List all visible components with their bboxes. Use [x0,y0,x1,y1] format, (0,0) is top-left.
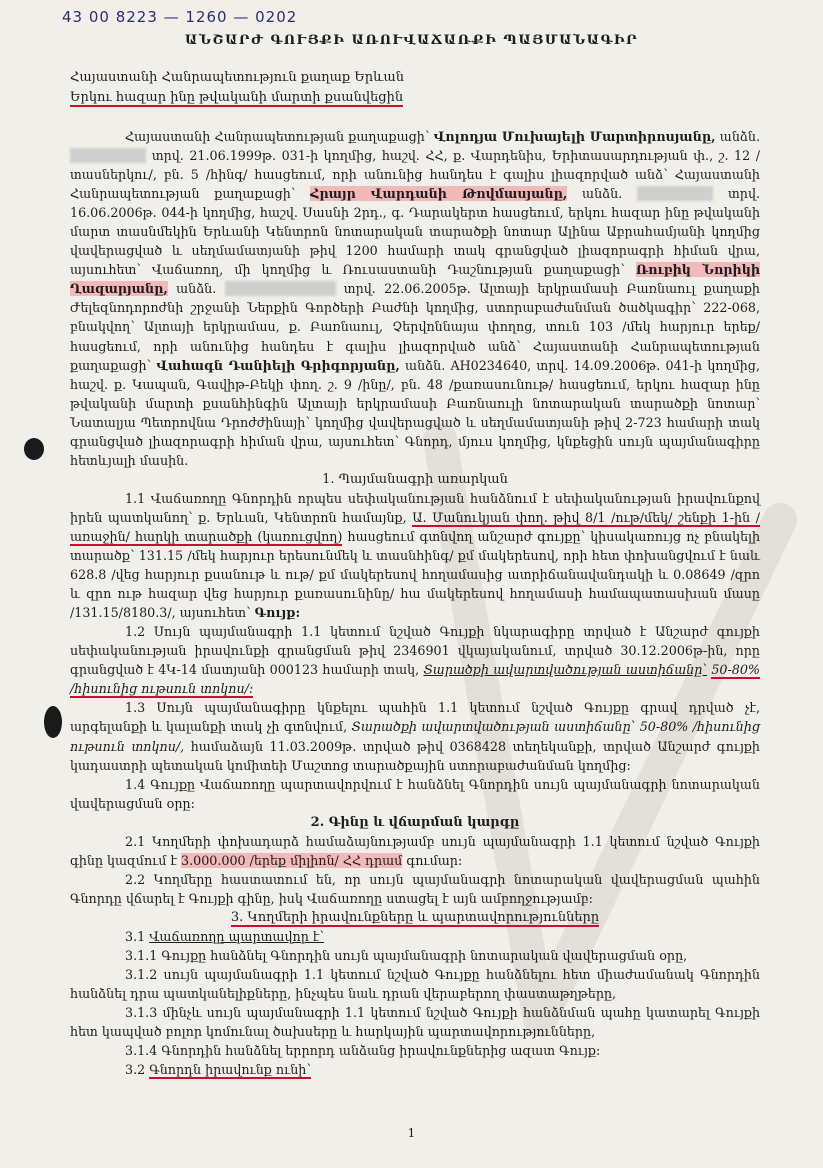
place-and-date [70,68,404,108]
clause-3-1-4: 3.1.4 Գնորդին հանձնել երրորդ անձանց իրավունքներից ազատ Գույք: [125,1043,601,1059]
redacted-passport [70,148,146,163]
clause-3-1: 3.1 Վաճառողը պարտավոր է՝ [125,928,324,944]
clause-2-2: 2.2 Կողմերը հաստատում են, որ սույն պայմանագրի նոտարական վավերացման պահին Գնորդը վճարել է Գույքի գինը, իսկ Վաճառողը ստացել է այն ամբողջությամբ: [70,871,760,906]
clause-1-1: 1.1 Վաճառողը Գնորդին որպես սեփականության հանձնում է սեփականության իրավունքով իրեն պատկանող՝ ք. Երևան, Կենտրոն համայնք, Ա. Մանուկյան փող. թիվ 8/1 /ութ/մեկ/ շենքի 1-ին /առաջին/ հարկի տարածքի (կառուցվող) հասցեում գտնվող անշարժ գույքը՝ կիսակառույց ոչ բնակելի տարածք՝ 131.15 /մեկ հարյուր երեսունմեկ և տասնհինգ/ քմ մակերեսով, որի հետ փոխանցվում է նաև 628.8 /վեց հարյուր քսանութ և ութ/ քմ մակերեսով հողամասից ատրիճանավանդակի և 0.08649 /զրո և զրո ութ հազար վեց հարյուր քառասունինը/ հա մակերեսով հողամասի համապատասխան մասը /131.15/8180.3/, այսուհետ՝ Գույք: [70,490,760,621]
buyer-agent-name: Վահագն Դանիելի Գրիգորյանը, [156,357,400,373]
completion-degree: 50-80% /հիսունից ութսուն տոկոս/: [70,662,760,697]
price-amount: 3.000.000 /երեք միլիոն/ ՀՀ դրամ [181,852,403,868]
clause-1-3: 1.3 Սույն պայմանագիրը կնքելու պահին 1.1 կետում նշված Գույքը գրավ դրված չէ, արգելանքի և կալանքի տակ չի գտնվում, Տարածքի ավարտվածության աստիճանը՝ 50-80% /հիսունից ութսուն տոկոս/, համաձայն 11.03.2009թ. տրված թիվ 0368428 տեղեկանքի, տրված Անշարժ գույքի կադաստրի պետական կոմիտեի Մաշտոց տարածքային ստորաբաժանման կողմից: [70,700,760,773]
ink-blot [44,706,62,738]
document-title: ԱՆՇԱՐԺ ԳՈՒՅՔԻ ԱՌՈՒՎԱՃԱՌՔԻ ՊԱՅՄԱՆԱԳԻՐ [184,33,639,48]
handwritten-note: 43 00 8223 — 1260 — 0202 [62,8,298,26]
clause-3-1-2: 3.1.2 սույն պայմանագրի 1.1 կետում նշված Գույքը հանձնելու հետ միաժամանակ Գնորդին հանձնել դրա պատկանելիքները, ինչպես նաև դրան վերաբերող փաստաթղթերը, [70,967,760,1002]
clause-3-2: 3.2 Գնորդն իրավունք ունի՝ [125,1062,311,1078]
clause-1-4: 1.4 Գույքը Վաճառողը պարտավորվում է հանձնել Գնորդին սույն պայմանագրի նոտարական վավերացման օրը: [70,776,760,811]
seller-agent-name: Հրայր Վարդանի Թովմասյանը, [310,186,568,202]
clause-3-1-3: 3.1.3 մինչև սույն պայմանագրի 1.1 կետում նշված Գույքի հանձնման պահը կատարել Գույքի հետ կապված բոլոր կոմունալ ծախսերը և հարկային պարտավորությունները, [70,1005,760,1040]
section-2-heading: 2. Գինը և վճարման կարգը [310,814,520,830]
contract-body [70,127,760,1079]
clause-1-2: 1.2 Սույն պայմանագրի 1.1 կետում նշված Գույքի նկարագիրը տրված է Անշարժ գույքի սեփականության իրավունքի գրանցման թիվ 2346901 վկայականում, տրված 30.12.2006թ-ին, որը գրանցված է 4Կ-14 մատյանի 000123 համարի տակ, Տարածքի ավարտվածության աստիճանը՝ 50-80% /հիսունից ութսուն տոկոս/: [70,624,760,697]
section-1-heading: 1. Պայմանագրի առարկան [322,471,508,487]
page-number: 1 [407,1126,416,1140]
section-3-heading: 3. Կողմերի իրավունքները և պարտավորությունները [230,909,600,925]
intro-paragraph: Հայաստանի Հանրապետության քաղաքացի՝ Վոլոդյա Մուխայելի Մարտիրոսյանը, անձն. տրվ. 21.06.1999թ. 031-ի կողմից, հաշվ. ՀՀ, ք. Վարդենիս, Երիտասարդության փ., շ. 12 /տասներկու/, բն. 5 /հինգ/ հասցեում, որի անունից հանդես է գալիս լիազորված անձ՝ Հայաստանի Հանրապետության քաղաքացի՝ Հրայր Վարդանի Թովմասյանը, անձն. տրվ. 16.06.2006թ. 044-ի կողմից, հաշվ. Սասնի 2րդ., գ. Դարակերտ հասցեում, երկու հազար ինը թվականի մարտ տասնմեկին Երևանի Կենտրոն նոտարական տարածքի նոտար Ալինա Աբրահամյանի կողմից վավերացված և սեղմամատյանի թիվ 1200 համարի տակ գրանցված լիազորագրի հիման վրա, այսուհետ՝ Վաճառող, մի կողմից և Ռուսաստանի Դաշնության քաղաքացի՝ Ռուբիկ Նորիկի Ղազարյանը, անձն. տրվ. 22.06.2005թ. Ալտայի երկրամասի Բառնաուլ քաղաքի Ժելեզնոդորոժնի շրջանի Ներքին Գործերի Բաժնի կողմից, ստորաբաժանման ծածկագիր՝ 222-068, բնակվող՝ Ալտայի երկրամաս, ք. Բառնաուլ, Չերվոննայա փողոց, տուն 103 /մեկ հարյուր երեք/ հասցեում, որի անունից հանդես է գալիս լիազորված անձ՝ Հայաստանի Հանրապետության քաղաքացի՝ Վահագն Դանիելի Գրիգորյանը, անձն. AH0234640, տրվ. 14.09.2006թ. 041-ի կողմից, հաշվ. ք. Կապան, Գավիթ-Բեկի փող. շ. 9 /ինը/, բն. 48 /քառասունութ/ հասցեում, երկու հազար ինը թվականի մարտի քսանհինգին Ալտայի երկրամասի Բառնաուլի նոտարական տարածքի նոտար՝ Նատալյա Պետրովնա Դրոժժինայի՝ կողմից վավերացված և սեղմամատյանի թիվ 2-723 համարի տակ գրանցված լիազորագրի հիման վրա, այսուհետ՝ Գնորդ, մյուս կողմից, կնքեցին սույն պայմանագիրը հետևյալի մասին. [70,129,761,468]
clause-2-1: 2.1 Կողմերի փոխադարձ համաձայնությամբ սույն պայմանագրի 1.1 կետում նշված Գույքի գինը կազմում է 3.000.000 /երեք միլիոն/ ՀՀ դրամ գումար: [70,833,760,868]
redacted-passport [225,281,336,296]
clause-3-1-1: 3.1.1 Գույքը հանձնել Գնորդին սույն պայմանագրի նոտարական վավերացման օրը, [125,948,688,964]
seller-name: Վոլոդյա Մուխայելի Մարտիրոսյանը, [433,129,716,144]
ink-blot [24,438,44,460]
place-line: Հայաստանի Հանրապետություն քաղաք Երևան [70,70,405,85]
buyer-name: Ռուբիկ Նորիկի Ղազարյանը, [70,262,760,297]
redacted-passport [637,186,713,201]
property-address: Ա. Մանուկյան փող. թիվ 8/1 /ութ/մեկ/ շենքի 1-ին /առաջին/ հարկի տարածքի (կառուցվող) [70,509,760,544]
date-line: Երկու հազար ինը թվականի մարտի քսանվեցին [70,90,404,105]
